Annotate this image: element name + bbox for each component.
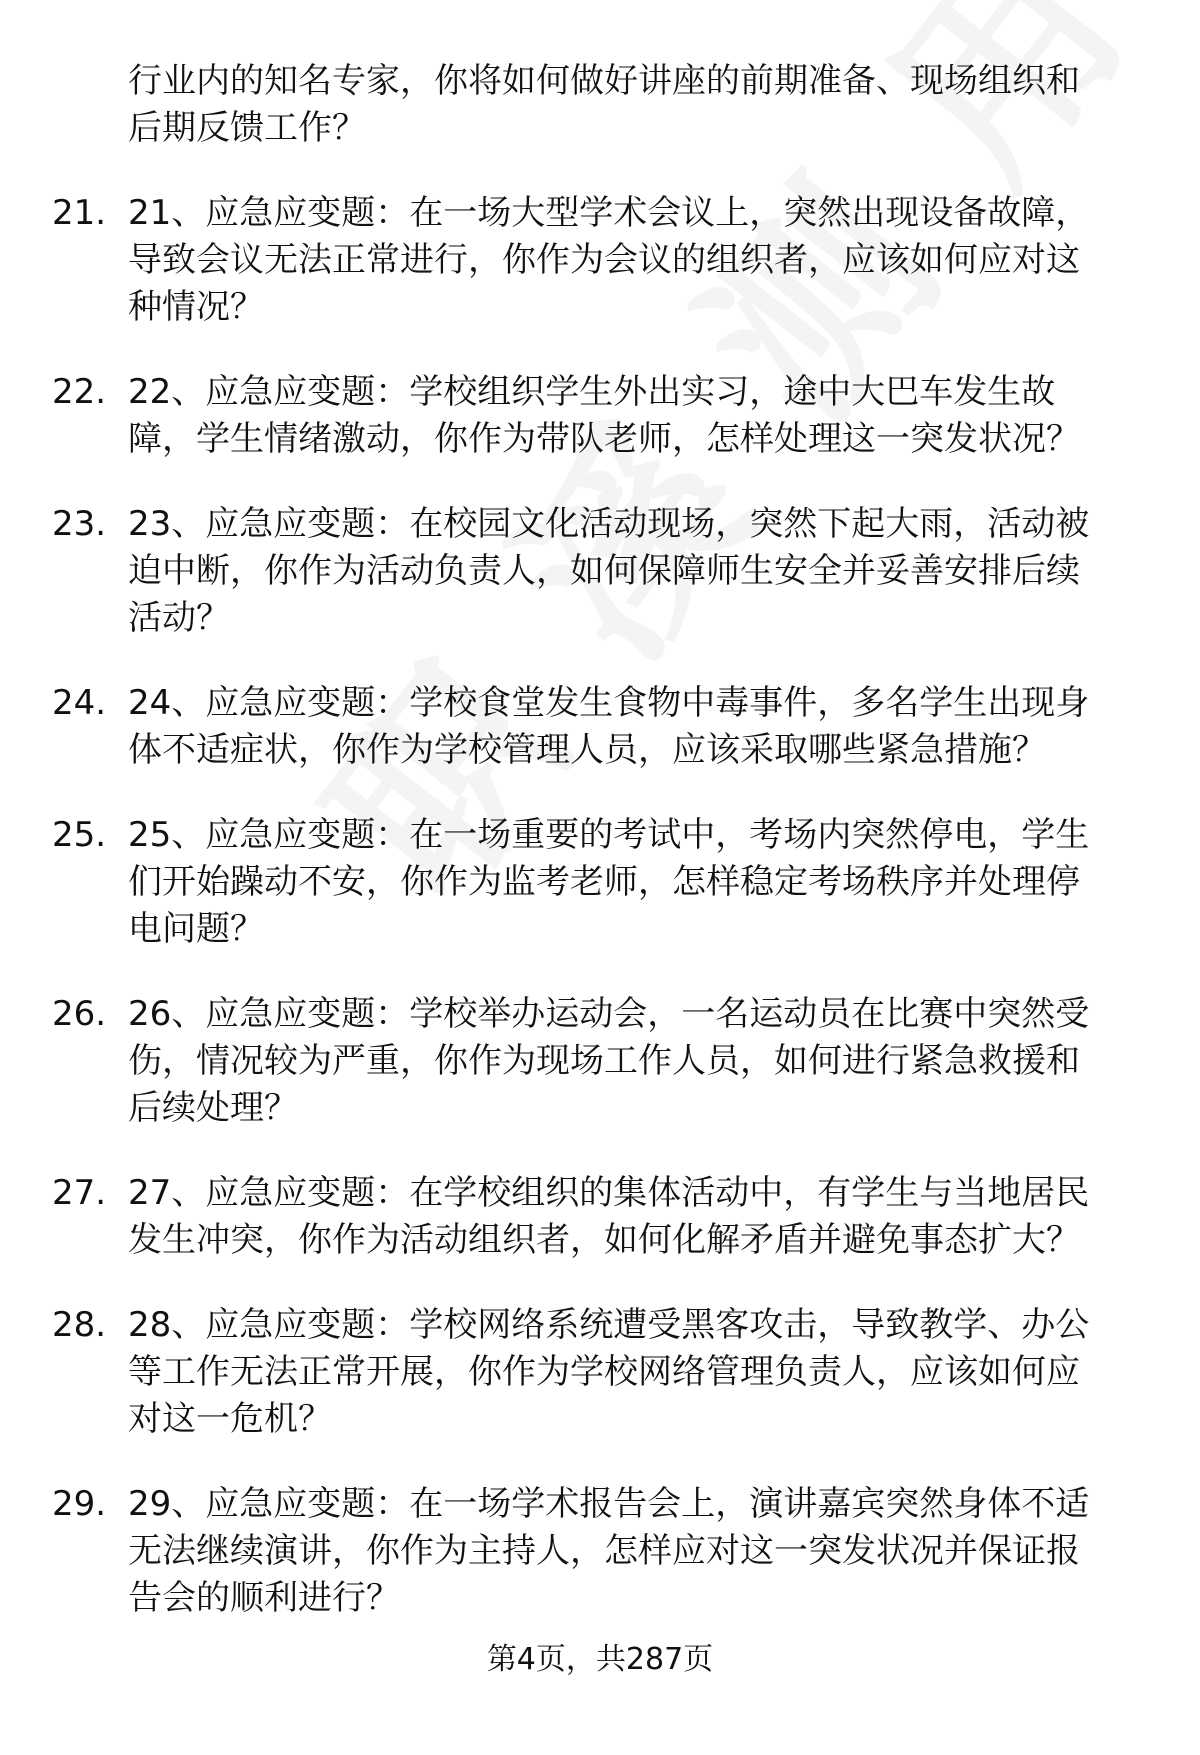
item-number: 23. bbox=[52, 504, 107, 544]
item-text: 27、应急应变题：在学校组织的集体活动中，有学生与当地居民 发生冲突，你作为活动组织者，如何化解矛盾并避免事态扩大？ bbox=[128, 1173, 1090, 1260]
item-number: 28. bbox=[52, 1305, 107, 1345]
item-text: 22、应急应变题：学校组织学生外出实习，途中大巴车发生故 障，学生情绪激动，你作为带队老师，怎样处理这一突发状况？ bbox=[128, 372, 1080, 459]
item-text: 23、应急应变题：在校园文化活动现场，突然下起大雨，活动被 迫中断，你作为活动负责人，如何保障师生安全并妥善安排后续 活动？ bbox=[128, 504, 1090, 638]
list-item bbox=[0, 680, 1200, 774]
list-item bbox=[0, 501, 1200, 642]
item-number: 27. bbox=[52, 1173, 107, 1213]
list-item bbox=[0, 1481, 1200, 1622]
item-number: 21. bbox=[52, 193, 107, 233]
item-number: 24. bbox=[52, 683, 107, 723]
item-text: 25、应急应变题：在一场重要的考试中，考场内突然停电，学生 们开始躁动不安，你作为监考老师，怎样稳定考场秩序并处理停 电问题？ bbox=[128, 815, 1090, 949]
item-text: 21、应急应变题：在一场大型学术会议上，突然出现设备故障， 导致会议无法正常进行，你作为会议的组织者，应该如何应对这 种情况？ bbox=[128, 193, 1090, 327]
item-text: 29、应急应变题：在一场学术报告会上，演讲嘉宾突然身体不适 无法继续演讲，你作为主持人，怎样应对这一突发状况并保证报 告会的顺利进行？ bbox=[128, 1484, 1090, 1618]
list-item bbox=[0, 1302, 1200, 1443]
list-item bbox=[0, 190, 1200, 331]
question-list bbox=[0, 58, 1200, 1622]
item-text: 24、应急应变题：学校食堂发生食物中毒事件，多名学生出现身 体不适症状，你作为学校管理人员，应该采取哪些紧急措施？ bbox=[128, 683, 1090, 770]
item-number: 22. bbox=[52, 372, 107, 412]
item-number: 25. bbox=[52, 815, 107, 855]
list-item bbox=[0, 812, 1200, 953]
list-item bbox=[0, 369, 1200, 463]
page-footer: 第4页，共287页 bbox=[486, 1642, 714, 1677]
item-number: 29. bbox=[52, 1484, 107, 1524]
item-number: 26. bbox=[52, 994, 107, 1034]
list-item bbox=[0, 1170, 1200, 1264]
continuation-text: 行业内的知名专家，你将如何做好讲座的前期准备、现场组织和 后期反馈工作？ bbox=[128, 61, 1080, 148]
item-text: 28、应急应变题：学校网络系统遭受黑客攻击，导致教学、办公 等工作无法正常开展，你作为学校网络管理负责人，应该如何应 对这一危机？ bbox=[128, 1305, 1090, 1439]
item-text: 26、应急应变题：学校举办运动会，一名运动员在比赛中突然受 伤，情况较为严重，你作为现场工作人员，如何进行紧急救援和 后续处理？ bbox=[128, 994, 1090, 1128]
list-item bbox=[0, 991, 1200, 1132]
